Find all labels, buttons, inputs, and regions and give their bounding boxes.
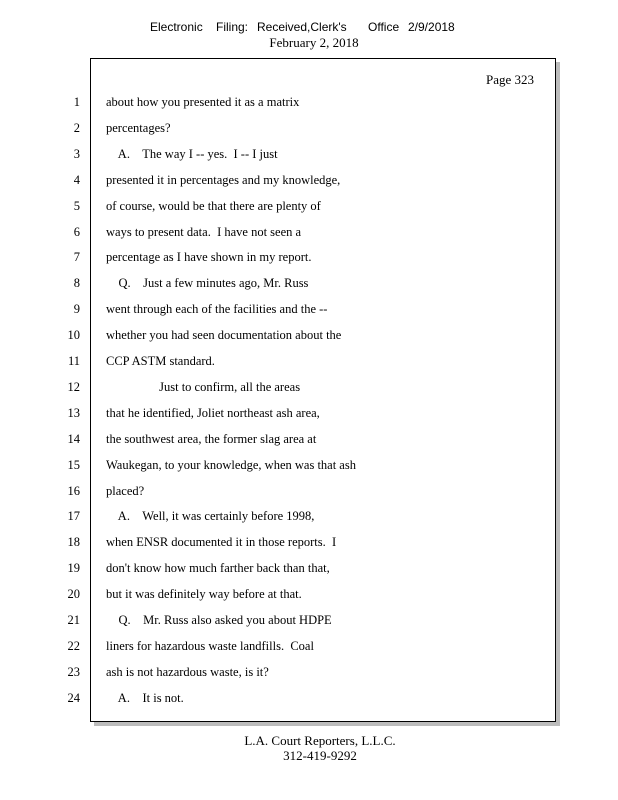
- line-number: 5: [73, 198, 80, 213]
- line-text: but it was definitely way before at that.: [106, 587, 302, 602]
- line-text: A. The way I -- yes. I -- I just: [106, 146, 278, 161]
- line-text: when ENSR documented it in those reports. I: [106, 535, 337, 550]
- filing-word-office: Office: [368, 20, 400, 34]
- page-number: Page 323: [485, 72, 534, 87]
- line-text: Just to confirm, all the areas: [106, 379, 301, 394]
- filing-word-electronic: Electronic: [150, 20, 203, 34]
- line-number: 14: [67, 431, 80, 446]
- line-number: 7: [73, 250, 80, 265]
- line-number: 13: [67, 405, 80, 420]
- line-text: A. It is not.: [106, 690, 184, 705]
- line-text: presented it in percentages and my knowledge,: [106, 172, 341, 187]
- filing-stamp: [150, 20, 470, 36]
- line-number: 19: [67, 561, 80, 576]
- line-number: 21: [67, 613, 80, 627]
- line-text: ways to present data. I have not seen a: [106, 224, 302, 239]
- line-number: 1: [73, 95, 80, 109]
- line-text: of course, would be that there are plenty of: [106, 198, 321, 213]
- line-number: 16: [67, 483, 80, 498]
- filing-word-received: Received,Clerk's: [257, 20, 347, 34]
- line-number: 22: [67, 638, 80, 653]
- line-number: 8: [73, 276, 80, 291]
- line-text: Q. Just a few minutes ago, Mr. Russ: [106, 276, 309, 291]
- line-text: ash is not hazardous waste, is it?: [106, 664, 269, 679]
- line-number: 3: [73, 146, 80, 161]
- filing-word-filing: Filing:: [216, 20, 249, 34]
- line-text: about how you presented it as a matrix: [106, 95, 300, 109]
- line-text: placed?: [106, 483, 145, 498]
- line-number: 11: [67, 354, 80, 368]
- line-number: 24: [67, 690, 80, 705]
- line-number: 6: [73, 224, 80, 239]
- reporter-phone: 312-419-9292: [283, 748, 357, 763]
- line-text: A. Well, it was certainly before 1998,: [106, 509, 315, 524]
- line-text: don't know how much farther back than that,: [106, 561, 330, 576]
- line-text: percentages?: [106, 120, 171, 135]
- filing-date: February 2, 2018: [269, 35, 359, 50]
- line-number: 23: [67, 664, 80, 679]
- line-number: 9: [73, 302, 80, 317]
- line-text: that he identified, Joliet northeast ash area,: [106, 405, 320, 420]
- line-number: 4: [73, 172, 80, 187]
- line-number: 17: [67, 509, 80, 524]
- line-text: percentage as I have shown in my report.: [106, 250, 312, 265]
- line-text: went through each of the facilities and the --: [106, 302, 328, 317]
- line-number: 18: [67, 535, 80, 550]
- line-text: the southwest area, the former slag area at: [106, 431, 317, 446]
- line-text: CCP ASTM standard.: [106, 354, 215, 368]
- line-number: 12: [67, 379, 80, 394]
- line-number: 15: [67, 457, 80, 472]
- reporter-company: L.A. Court Reporters, L.L.C.: [244, 733, 396, 748]
- line-text: whether you had seen documentation about the: [106, 328, 342, 343]
- line-text: Waukegan, to your knowledge, when was that ash: [106, 457, 356, 472]
- line-text: Q. Mr. Russ also asked you about HDPE: [106, 613, 332, 627]
- line-number: 2: [73, 120, 80, 135]
- line-number: 20: [67, 587, 80, 602]
- line-text: liners for hazardous waste landfills. Coal: [106, 638, 314, 653]
- line-number: 10: [67, 328, 80, 343]
- filing-word-date: 2/9/2018: [408, 20, 455, 34]
